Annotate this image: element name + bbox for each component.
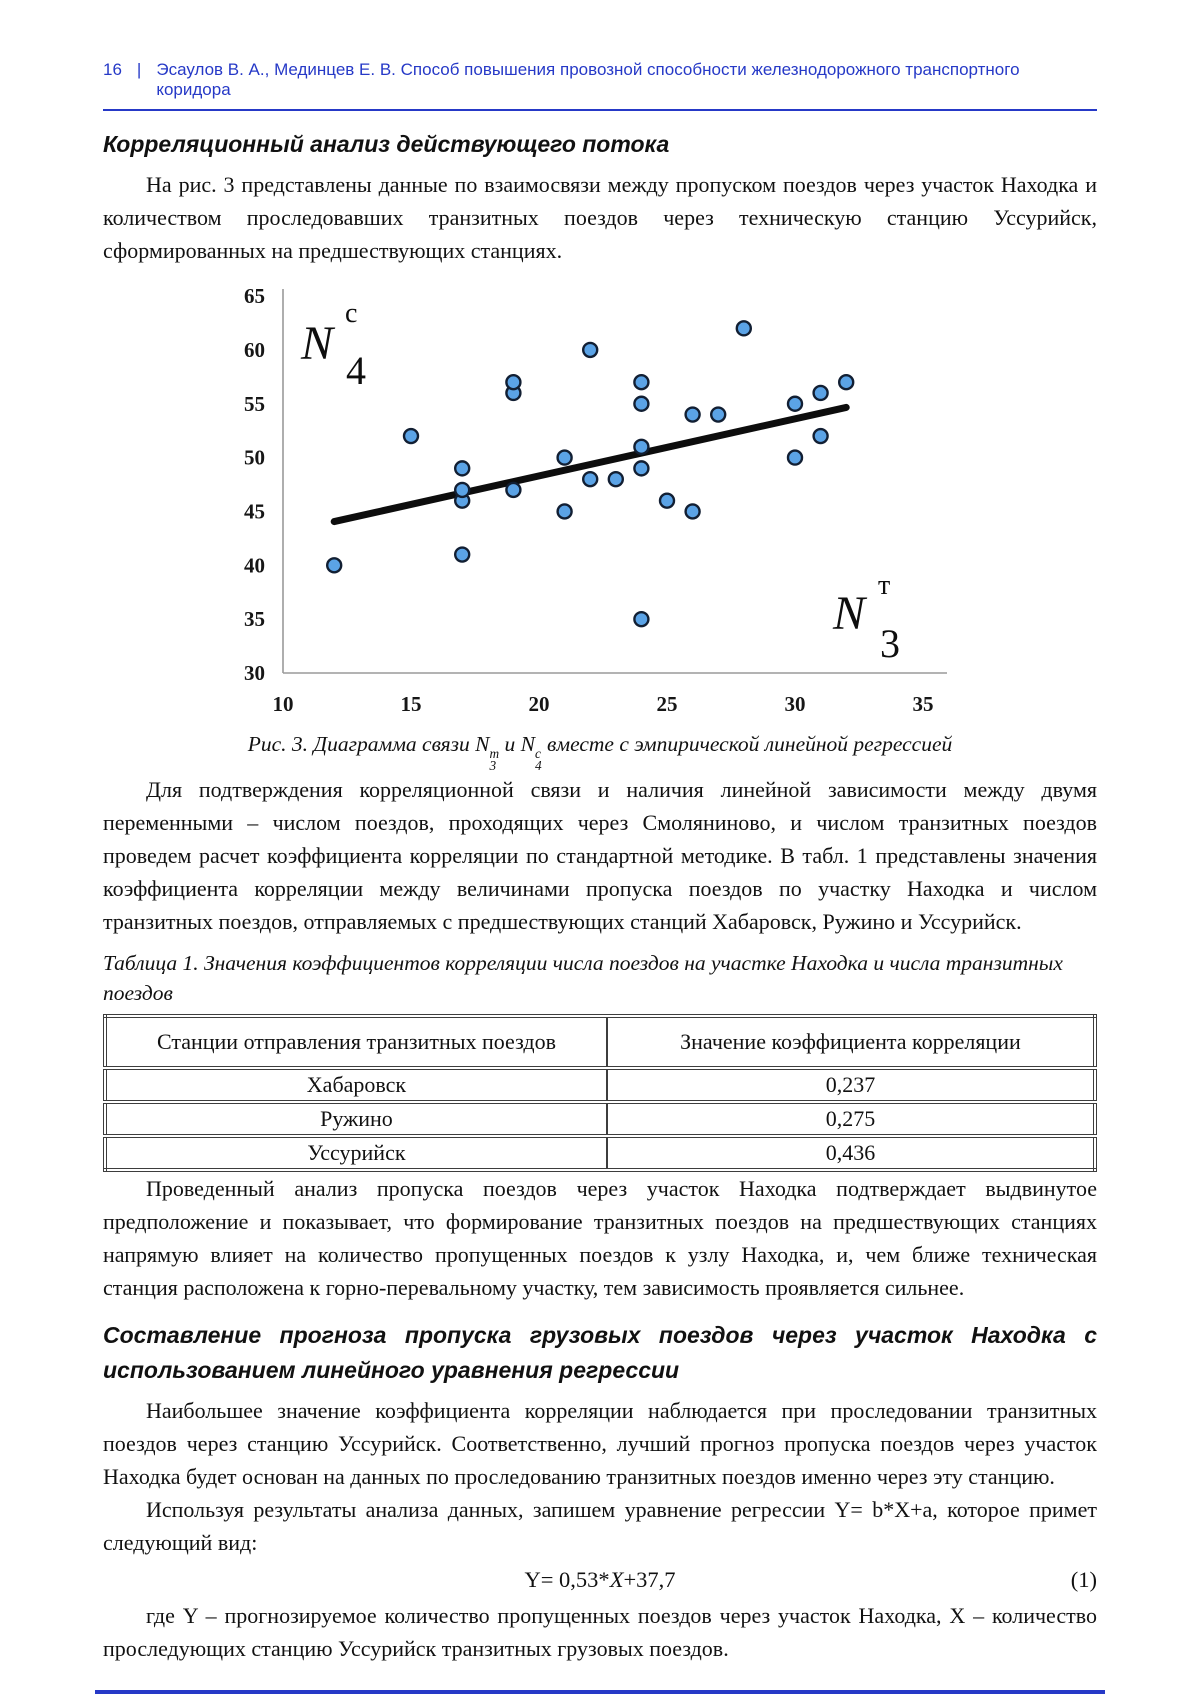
equation-1	[103, 1563, 1097, 1597]
header-divider: |	[136, 60, 142, 79]
scatter-point	[788, 397, 802, 411]
n2-sub: 4	[534, 758, 542, 774]
y-tick-label: 35	[244, 607, 265, 632]
table-cell: Ружино	[105, 1102, 607, 1136]
table-row	[105, 1136, 1095, 1170]
n-symbol-1: N	[475, 732, 490, 756]
x-tick-label: 30	[784, 692, 806, 716]
equation-number: (1)	[1070, 1566, 1097, 1592]
section-heading-correlation: Корреляционный анализ действующего потока	[103, 131, 670, 157]
table-row	[105, 1068, 1095, 1102]
x-axis-label-sub: 3	[880, 621, 900, 666]
table-header-stations: Станции отправления транзитных поездов	[105, 1016, 607, 1068]
y-tick-label: 50	[244, 445, 265, 470]
header-title: Эсаулов В. А., Мединцев Е. В. Способ повышения провозной способности железнодорожного транспортного коридора	[156, 60, 1020, 99]
table1-head	[105, 1016, 1095, 1068]
scatter-point	[404, 429, 418, 443]
x-axis-label-base: N	[833, 587, 866, 640]
y-tick-label: 65	[244, 284, 265, 309]
table-cell: 0,436	[607, 1136, 1095, 1170]
n1-sub: 3	[489, 758, 497, 774]
scatter-point	[455, 483, 469, 497]
table1-body	[105, 1068, 1095, 1170]
page-number: 16	[103, 60, 122, 79]
paragraph-analysis: Проведенный анализ пропуска поездов через участок Находка подтверждает выдвинутое предположение и показывает, что формирование транзитных поездов на предшествующих станциях напрямую влияет на количество пропущенных поездов к узлу Находка, и, чем ближе техническая станция расположена к горно-перевальному участку, тем зависимость проявляется сильнее.	[103, 1175, 1097, 1300]
figure3-chart	[205, 267, 1097, 724]
n-symbol-1-script	[489, 745, 500, 774]
table-cell: Уссурийск	[307, 1139, 406, 1165]
x-axis-label-sup: т	[878, 570, 891, 601]
equation-right: +37,7	[623, 1566, 676, 1592]
equation-variable: X	[609, 1566, 624, 1592]
scatter-point	[558, 504, 572, 518]
scatter-point	[583, 472, 597, 486]
n1-sup: т	[489, 745, 500, 761]
footer-rule	[95, 1690, 1105, 1694]
scatter-point	[609, 472, 623, 486]
x-tick-label: 35	[912, 692, 934, 716]
y-tick-label: 40	[244, 553, 265, 578]
figure3-caption	[103, 728, 1097, 773]
n-symbol-2-script	[534, 745, 542, 774]
scatter-point	[634, 397, 648, 411]
scatter-point	[686, 408, 700, 422]
scatter-plot	[205, 267, 1015, 719]
scatter-point	[660, 494, 674, 508]
y-axis-label-base: N	[301, 317, 334, 370]
running-header	[103, 0, 1097, 100]
section-heading-forecast: Составление прогноза пропуска грузовых поездов через участок Находка с использованием линейного уравнения регрессии	[103, 1321, 1097, 1383]
y-axis-label-sup: с	[345, 298, 358, 329]
scatter-point	[839, 375, 853, 389]
paragraph-definitions: где Y – прогнозируемое количество пропущенных поездов через участок Находка, X – количество проследующих станцию Уссурийск транзитных грузовых поездов.	[103, 1602, 1097, 1661]
caption-prefix: Рис. 3. Диаграмма связи	[247, 732, 476, 756]
x-tick-label: 10	[272, 692, 294, 716]
y-tick-label: 60	[244, 337, 265, 362]
table-cell: 0,275	[607, 1102, 1095, 1136]
scatter-point	[814, 429, 828, 443]
caption-conj: и	[499, 732, 521, 756]
scatter-point	[506, 483, 520, 497]
scatter-point	[814, 386, 828, 400]
scatter-point	[506, 375, 520, 389]
paragraph-intro: На рис. 3 представлены данные по взаимосвязи между пропуском поездов через участок Находка и количеством проследовавших транзитных поездов через техническую станцию Уссурийск, сформированных на предшествующих станциях.	[103, 172, 1097, 263]
header-rule	[103, 109, 1097, 111]
scatter-point	[455, 461, 469, 475]
scatter-point	[455, 548, 469, 562]
scatter-point	[711, 408, 725, 422]
scatter-point	[686, 504, 700, 518]
y-tick-label: 55	[244, 391, 265, 416]
table-cell: 0,237	[607, 1068, 1095, 1102]
regression-line	[334, 407, 846, 521]
scatter-point	[634, 612, 648, 626]
table-row	[105, 1102, 1095, 1136]
equation-left: Y= 0,53*	[524, 1566, 610, 1592]
paragraph-method: Для подтверждения корреляционной связи и наличия линейной зависимости между двумя переменными – числом поездов, проходящих через Смоляниново, и числом транзитных поездов проведем расчет коэффициента корреляции по стандартной методике. В табл. 1 представлены значения коэффициента корреляции между величинами пропуска поездов по участку Находка и числом транзитных поездов, отправляемых с предшествующих станций Хабаровск, Ружино и Уссурийск.	[103, 776, 1097, 934]
table1	[103, 1014, 1097, 1172]
caption-suffix: вместе с эмпирической линейной регрессией	[541, 732, 953, 756]
y-tick-label: 30	[244, 661, 265, 685]
scatter-point	[583, 343, 597, 357]
scatter-point	[634, 440, 648, 454]
table-header-row	[105, 1016, 1095, 1068]
scatter-point	[327, 558, 341, 572]
scatter-point	[737, 321, 751, 335]
x-tick-label: 15	[400, 692, 422, 716]
paragraph-forecast: Наибольшее значение коэффициента корреляции наблюдается при проследовании транзитных поездов через станцию Уссурийск. Соответственно, лучший прогноз пропуска поездов через участок Находка будет основан на данных по проследованию транзитных поездов именно через эту станцию.	[103, 1397, 1097, 1489]
y-tick-label: 45	[244, 499, 265, 524]
scatter-point	[634, 461, 648, 475]
x-tick-label: 20	[528, 692, 550, 716]
table1-caption: Таблица 1. Значения коэффициентов корреляции числа поездов на участке Находка и числа транзитных поездов	[103, 950, 1063, 1005]
n-symbol-2: N	[520, 732, 535, 756]
y-axis-label-sub: 4	[346, 348, 366, 393]
table-header-coefficient: Значение коэффициента корреляции	[607, 1016, 1095, 1068]
scatter-point	[634, 375, 648, 389]
scatter-point	[558, 451, 572, 465]
x-tick-label: 25	[656, 692, 678, 716]
n2-sup: с	[534, 745, 541, 761]
paragraph-equation-intro: Используя результаты анализа данных, запишем уравнение регрессии Y= b*X+a, которое примет следующий вид:	[103, 1496, 1097, 1555]
table-cell: Хабаровск	[105, 1068, 607, 1102]
scatter-point	[788, 451, 802, 465]
